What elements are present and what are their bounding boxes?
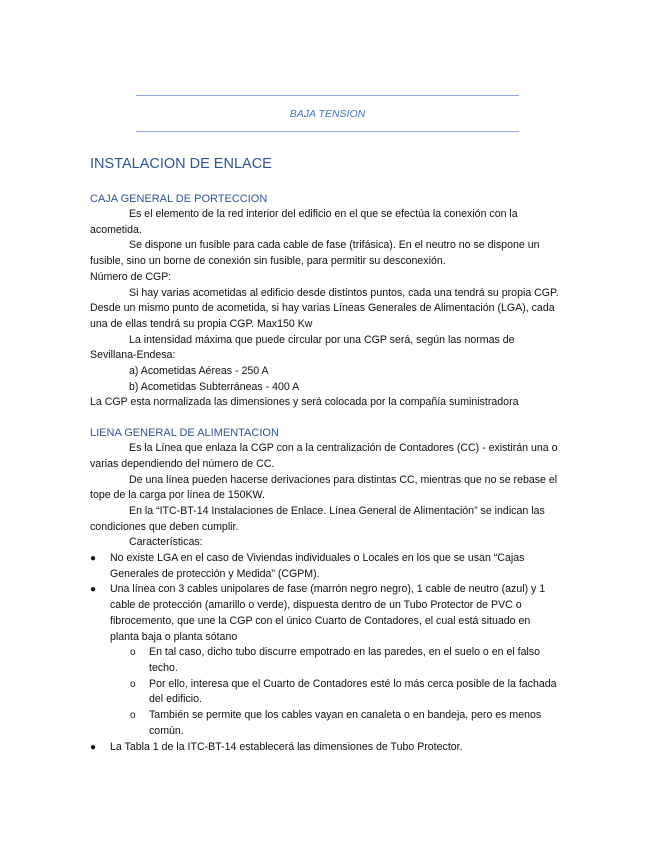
list-item (130, 645, 560, 676)
list-item (90, 582, 560, 739)
list-item-text: Por ello, interesa que el Cuarto de Contadores esté lo más cerca posible de la fachada del edificio. (149, 677, 557, 706)
bullet-icon: ● (90, 584, 97, 596)
paragraph: La intensidad máxima que puede circular por una CGP será, según las normas de Sevillana-Endesa: (90, 333, 515, 362)
paragraph: Número de CGP: (90, 270, 172, 283)
paragraph: Se dispone un fusible para cada cable de fase (trifásica). En el neutro no se dispone un fusible, sino un borne de conexión sin fusible, para permitir su desconexión. (90, 239, 540, 268)
paragraph: Características: (129, 536, 203, 549)
circle-bullet-icon: o (130, 647, 136, 659)
bullet-icon: ● (90, 553, 97, 565)
sub-bullet-list (110, 645, 560, 739)
list-item-text: La Tabla 1 de la ITC-BT-14 establecerá las dimensiones de Tubo Protector. (110, 740, 463, 753)
list-item-text: Una línea con 3 cables unipolares de fase (marrón negro negro), 1 cable de neutro (azul) y 1 cable de protección (amarillo o verde), dispuesta dentro de un Tubo Protector de PVC o fibrocemento, que une la CGP con el único Cuarto de Contadores, el cual está situado en planta baja o planta sótano (110, 583, 546, 643)
circle-bullet-icon: o (130, 678, 136, 690)
circle-bullet-icon: o (130, 710, 136, 722)
section-heading-cgp: CAJA GENERAL DE PORTECCION (90, 193, 268, 205)
list-item (90, 740, 560, 756)
list-item: a) Acometidas Aéreas - 250 A (129, 365, 269, 378)
header-bottom-rule (136, 131, 519, 132)
paragraph: Si hay varias acometidas al edificio desde distintos puntos, cada una tendrá su propia CGP. Desde un mismo punto de acometida, si hay varias Líneas Generales de Alimentación (LGA), cada una de ellas tendrá su propia CGP. Max150 Kw (90, 286, 559, 330)
paragraph: En la “ITC-BT-14 Instalaciones de Enlace. Línea General de Alimentación” se indican las condiciones que deben cumplir. (90, 504, 545, 533)
list-item (130, 708, 560, 739)
list-item-text: En tal caso, dicho tubo discurre empotrado en las paredes, en el suelo o en el falso techo. (149, 646, 541, 674)
list-item (130, 677, 560, 708)
list-item: b) Acometidas Subterráneas - 400 A (129, 380, 300, 393)
paragraph: De una línea pueden hacerse derivaciones para distintas CC, mientras que no se rebase el tope de la carga por línea de 150KW. (90, 473, 558, 502)
header-top-rule (136, 95, 519, 96)
list-item-text: También se permite que los cables vayan en canaleta o en bandeja, pero es menos común. (149, 709, 542, 737)
header-title: BAJA TENSION (289, 108, 366, 120)
document-title: INSTALACION DE ENLACE (90, 156, 272, 172)
document-body (90, 154, 560, 755)
bullet-icon: ● (90, 741, 97, 753)
section-heading-lga: LIENA GENERAL DE ALIMENTACION (90, 427, 279, 440)
paragraph: Es la Línea que enlaza la CGP con a la centralización de Contadores (CC) - existirán una o varias dependiendo del número de CC. (90, 442, 558, 470)
list-item (90, 551, 560, 582)
bullet-list (90, 551, 560, 755)
paragraph: Es el elemento de la red interior del edificio en el que se efectúa la conexión con la acometida. (90, 208, 518, 236)
paragraph: La CGP esta normalizada las dimensiones y será colocada por la compañía suministradora (90, 396, 519, 409)
list-item-text: No existe LGA en el caso de Viviendas individuales o Locales en los que se usan “Cajas Generales de protección y Medida” (CGPM). (110, 552, 525, 580)
